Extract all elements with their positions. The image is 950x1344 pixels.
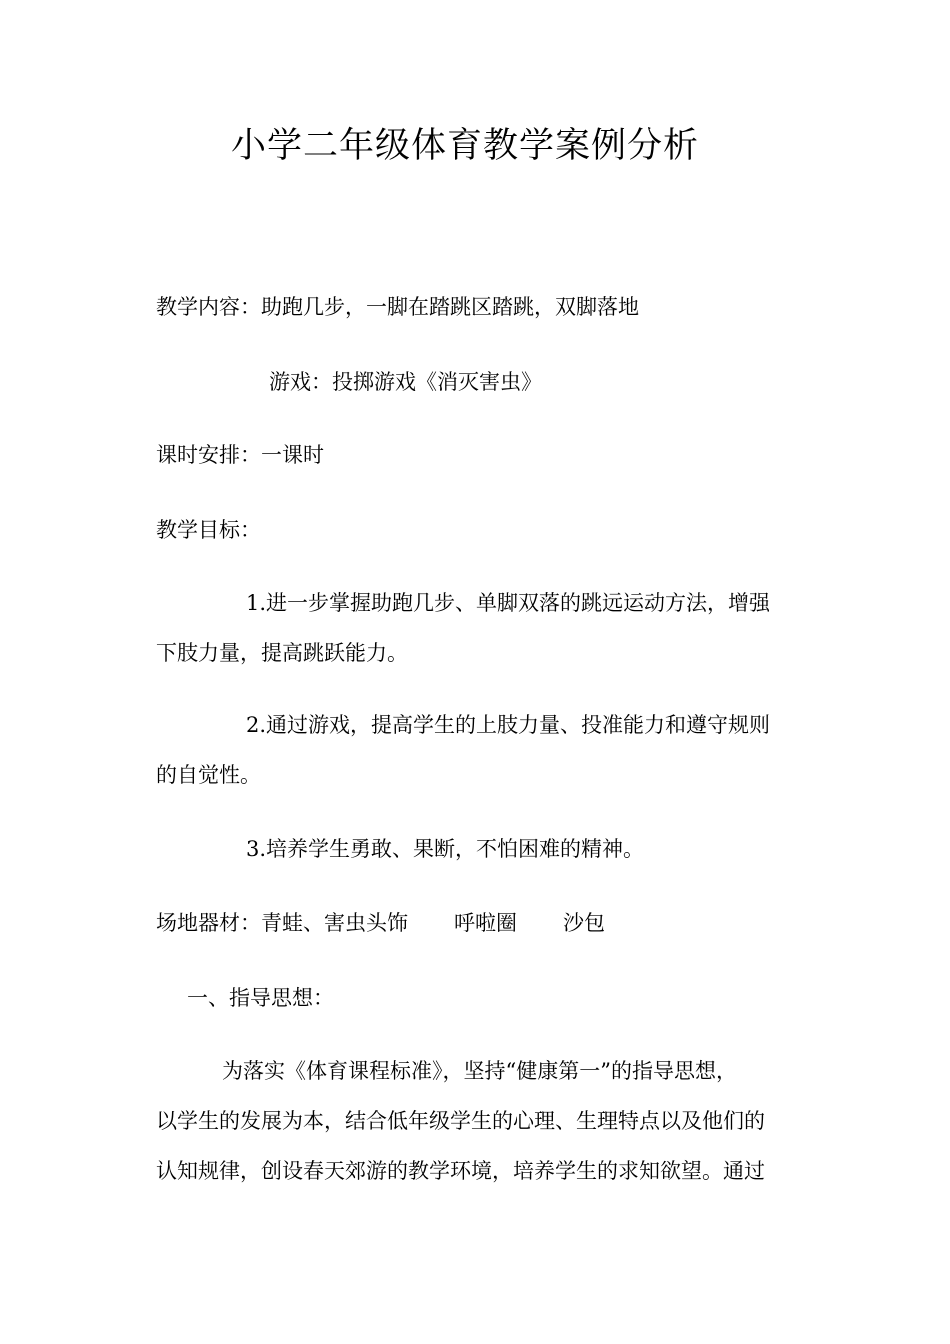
goal-3: 3.培养学生勇敢、果断，不怕困难的精神。 [246, 837, 645, 861]
equipment-label: 场地器材： [156, 911, 261, 935]
teaching-content-text: 助跑几步，一脚在踏跳区踏跳，双脚落地 [261, 295, 639, 319]
goal-2-line-2: 的自觉性。 [156, 763, 261, 787]
schedule-line [156, 440, 324, 470]
equipment-line [156, 908, 605, 938]
game-line: 游戏：投掷游戏《消灭害虫》 [269, 370, 542, 394]
teaching-content-label: 教学内容： [156, 295, 261, 319]
paragraph-line-3: 认知规律，创设春天郊游的教学环境，培养学生的求知欲望。通过 [156, 1159, 765, 1183]
equipment-item-1: 青蛙、害虫头饰 [261, 911, 408, 935]
teaching-goals-label: 教学目标： [156, 518, 261, 542]
goal-2-line-1: 2.通过游戏，提高学生的上肢力量、投准能力和遵守规则 [246, 713, 771, 737]
goal-1-line-2: 下肢力量，提高跳跃能力。 [156, 641, 408, 665]
schedule-text: 一课时 [261, 443, 324, 467]
document-title: 小学二年级体育教学案例分析 [230, 126, 699, 166]
paragraph-line-2: 以学生的发展为本，结合低年级学生的心理、生理特点以及他们的 [156, 1109, 765, 1133]
schedule-label: 课时安排： [156, 443, 261, 467]
teaching-content-line [156, 292, 639, 322]
equipment-item-2: 呼啦圈 [454, 911, 517, 935]
paragraph-line-1: 为落实《体育课程标准》，坚持“健康第一”的指导思想， [222, 1059, 737, 1083]
goal-1-line-1: 1.进一步掌握助跑几步、单脚双落的跳远运动方法，增强 [246, 591, 771, 615]
equipment-item-3: 沙包 [563, 911, 605, 935]
section-1-heading: 一、指导思想： [187, 986, 334, 1010]
